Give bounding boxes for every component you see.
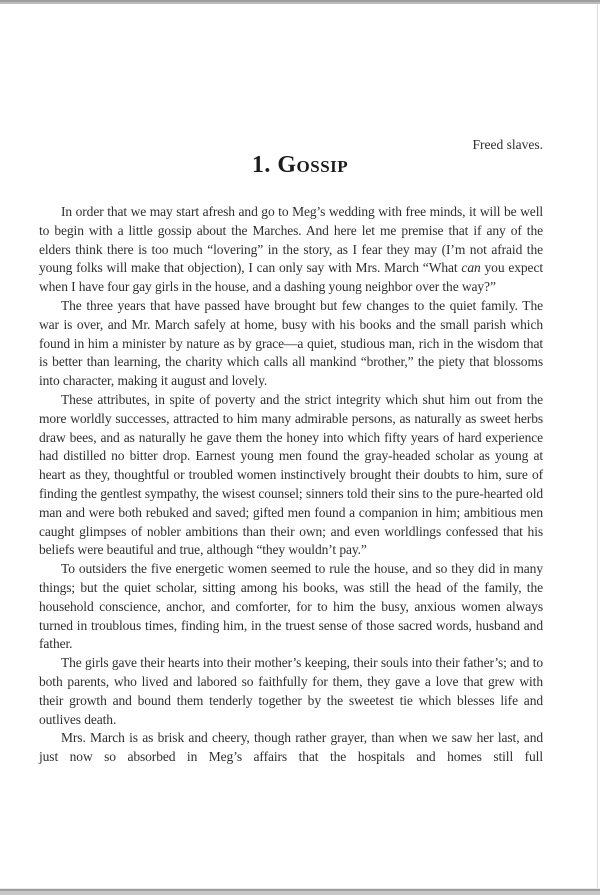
chapter-heading: 1. Gossip bbox=[251, 152, 349, 178]
illustration-caption: Freed slaves. bbox=[472, 137, 543, 152]
paragraph: The three years that have passed have brought but few changes to the quiet family. The war is over, and Mr. March safely at home, busy with his books and the small parish which found in him a minister by nature as by grace—a quiet, studious man, rich in the wisdom that is better than learning, the charity which calls all mankind “brother,” the piety that blossoms into character, making it august and lovely. bbox=[39, 297, 543, 389]
emphasized-word: can bbox=[461, 260, 481, 276]
paragraph: The girls gave their hearts into their mother’s keeping, their souls into their father’s; and to both parents, who lived and labored so faithfully for them, they gave a love that grew with their growth and bound them tenderly together by the sweetest tie which blesses life and outlives death. bbox=[39, 655, 543, 727]
paragraph: To outsiders the five energetic women seemed to rule the house, and so they did in many things; but the quiet scholar, sitting among his books, was still the head of the family, the household conscience, anchor, and comforter, for to him the busy, anxious women always turned in troublous times, finding him, in the truest sense of those sacred words, husband and father. bbox=[39, 561, 543, 652]
page-bottom-edge bbox=[0, 888, 600, 895]
paragraph bbox=[39, 203, 543, 297]
page-right-edge bbox=[597, 4, 598, 888]
page-top-edge bbox=[0, 0, 600, 4]
paragraph-text: you expect when I have four gay girls in the house, and a dashing young neighbor over the way?” bbox=[39, 260, 543, 295]
paragraph: Mrs. March is as brisk and cheery, though rather grayer, than when we saw her last, and just now so absorbed in Meg’s affairs that the hospitals and homes still full bbox=[39, 730, 543, 765]
chapter-text bbox=[39, 203, 543, 767]
paragraph-text: In order that we may start afresh and go to Meg’s wedding with free minds, it will be well to begin with a little gossip about the Marches. And here let me premise that if any of the elders think there is too much “lovering” in the story, as I fear they may (I’m not afraid the young folks will make that objection), I can only say with Mrs. March “What bbox=[39, 204, 543, 276]
paragraph: These attributes, in spite of poverty and the strict integrity which shut him out from the more worldly successes, attracted to him many admirable persons, as naturally as sweet herbs draw bees, and as naturally he gave them the honey into which fifty years of hard experience had distilled no bitter drop. Earnest young men found the gray-headed scholar as young at heart as they, thoughtful or troubled women instinctively brought their doubts to him, sure of finding the gentlest sympathy, the wisest counsel; sinners told their sins to the pure-hearted old man and were both rebuked and saved; gifted men found a companion in him; ambitious men caught glimpses of nobler ambitions than their own; and even worldlings confessed that his beliefs were beautiful and true, although “they wouldn’t pay.” bbox=[39, 391, 543, 558]
